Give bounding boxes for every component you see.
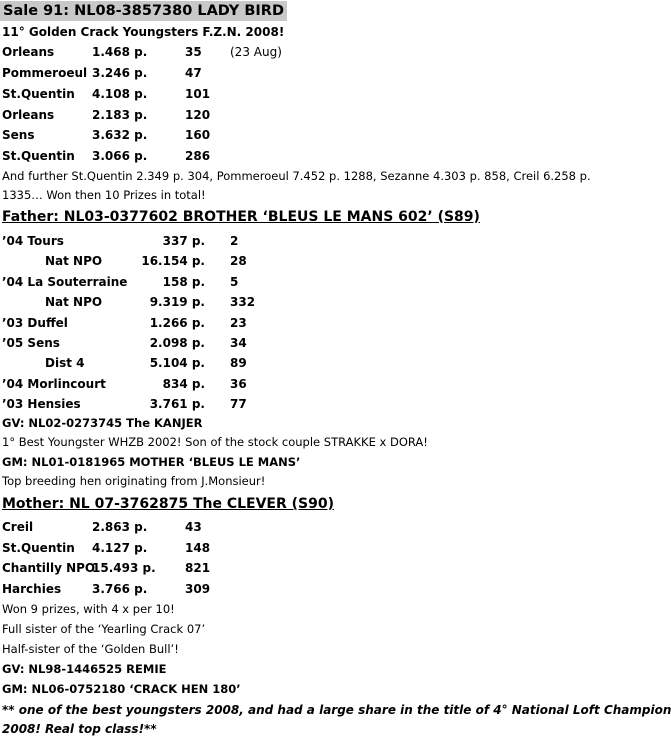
race-place: 43 <box>185 520 202 534</box>
further-results: And further St.Quentin 2.349 p. 304, Pommeroeul 7.452 p. 1288, Sezanne 4.303 p. 858, Creil 6.258 p. <box>2 169 591 183</box>
race-name: Pommeroeul <box>2 66 88 80</box>
father-gm-note: Top breeding hen originating from J.Monsieur! <box>2 474 266 488</box>
race-name: ’04 La Souterraine <box>2 275 128 289</box>
race-distance: 158 p. <box>162 275 205 289</box>
race-distance: 3.766 p. <box>92 582 148 596</box>
race-distance: 2.863 p. <box>92 520 148 534</box>
race-place: 148 <box>185 541 211 555</box>
mother-note: Full sister of the ‘Yearling Crack 07’ <box>2 622 206 636</box>
race-distance: 9.319 p. <box>149 295 205 309</box>
race-name: Nat NPO <box>45 295 103 309</box>
race-place: 160 <box>185 128 211 142</box>
race-distance: 1.266 p. <box>149 316 205 330</box>
race-distance: 16.154 p. <box>141 254 205 268</box>
race-name: St.Quentin <box>2 87 75 101</box>
mother-note: Half-sister of the ‘Golden Bull’! <box>2 642 179 656</box>
mother-note: Won 9 prizes, with 4 x per 10! <box>2 602 175 616</box>
race-place: 2 <box>230 234 239 248</box>
race-name: ’03 Duffel <box>2 316 68 330</box>
race-name: St.Quentin <box>2 149 75 163</box>
race-name: Chantilly NPO <box>2 561 96 575</box>
race-name: ’05 Sens <box>2 336 60 350</box>
race-distance: 2.183 p. <box>92 108 148 122</box>
race-place: 35 <box>185 45 202 59</box>
race-name: Orleans <box>2 45 55 59</box>
race-place: 23 <box>230 316 247 330</box>
race-place: 101 <box>185 87 211 101</box>
race-place: 286 <box>185 149 211 163</box>
race-note: (23 Aug) <box>230 45 282 59</box>
race-place: 309 <box>185 582 211 596</box>
race-distance: 15.493 p. <box>92 561 156 575</box>
closing-remark: ** one of the best youngsters 2008, and had a large share in the title of 4° National Loft Champion <box>2 703 671 717</box>
race-name: Sens <box>2 128 35 142</box>
race-place: 5 <box>230 275 239 289</box>
race-distance: 4.127 p. <box>92 541 148 555</box>
race-name: Harchies <box>2 582 62 596</box>
father-gv: GV: NL02-0273745 The KANJER <box>2 416 203 430</box>
race-place: 28 <box>230 254 247 268</box>
race-name: Creil <box>2 520 34 534</box>
race-place: 77 <box>230 397 247 411</box>
race-place: 332 <box>230 295 256 309</box>
further-results-cont: 1335… Won then 10 Prizes in total! <box>2 188 206 202</box>
race-place: 36 <box>230 377 247 391</box>
race-name: ’04 Morlincourt <box>2 377 106 391</box>
sale-title: Sale 91: NL08-3857380 LADY BIRD <box>0 1 287 21</box>
mother-header: Mother: NL 07-3762875 The CLEVER (S90) <box>2 496 335 512</box>
race-name: ’03 Hensies <box>2 397 81 411</box>
race-name: Orleans <box>2 108 55 122</box>
race-distance: 4.108 p. <box>92 87 148 101</box>
race-distance: 2.098 p. <box>149 336 205 350</box>
race-name: Dist 4 <box>45 356 85 370</box>
race-name: St.Quentin <box>2 541 75 555</box>
race-distance: 834 p. <box>162 377 205 391</box>
race-distance: 3.761 p. <box>149 397 205 411</box>
mother-gv: GV: NL98-1446525 REMIE <box>2 662 167 676</box>
race-place: 821 <box>185 561 211 575</box>
mother-gm: GM: NL06-0752180 ‘CRACK HEN 180’ <box>2 682 241 696</box>
race-place: 34 <box>230 336 247 350</box>
father-header: Father: NL03-0377602 BROTHER ‘BLEUS LE MANS 602’ (S89) <box>2 209 480 225</box>
race-distance: 5.104 p. <box>149 356 205 370</box>
race-place: 120 <box>185 108 211 122</box>
race-distance: 337 p. <box>162 234 205 248</box>
closing-remark-cont: 2008! Real top class!** <box>2 722 157 736</box>
race-distance: 1.468 p. <box>92 45 148 59</box>
race-place: 47 <box>185 66 202 80</box>
race-name: ’04 Tours <box>2 234 64 248</box>
father-gv-note: 1° Best Youngster WHZB 2002! Son of the stock couple STRAKKE x DORA! <box>2 435 428 449</box>
race-place: 89 <box>230 356 247 370</box>
race-distance: 3.066 p. <box>92 149 148 163</box>
race-distance: 3.632 p. <box>92 128 148 142</box>
race-distance: 3.246 p. <box>92 66 148 80</box>
subtitle: 11° Golden Crack Youngsters F.Z.N. 2008! <box>2 25 285 39</box>
race-name: Nat NPO <box>45 254 103 268</box>
father-gm: GM: NL01-0181965 MOTHER ‘BLEUS LE MANS’ <box>2 455 301 469</box>
